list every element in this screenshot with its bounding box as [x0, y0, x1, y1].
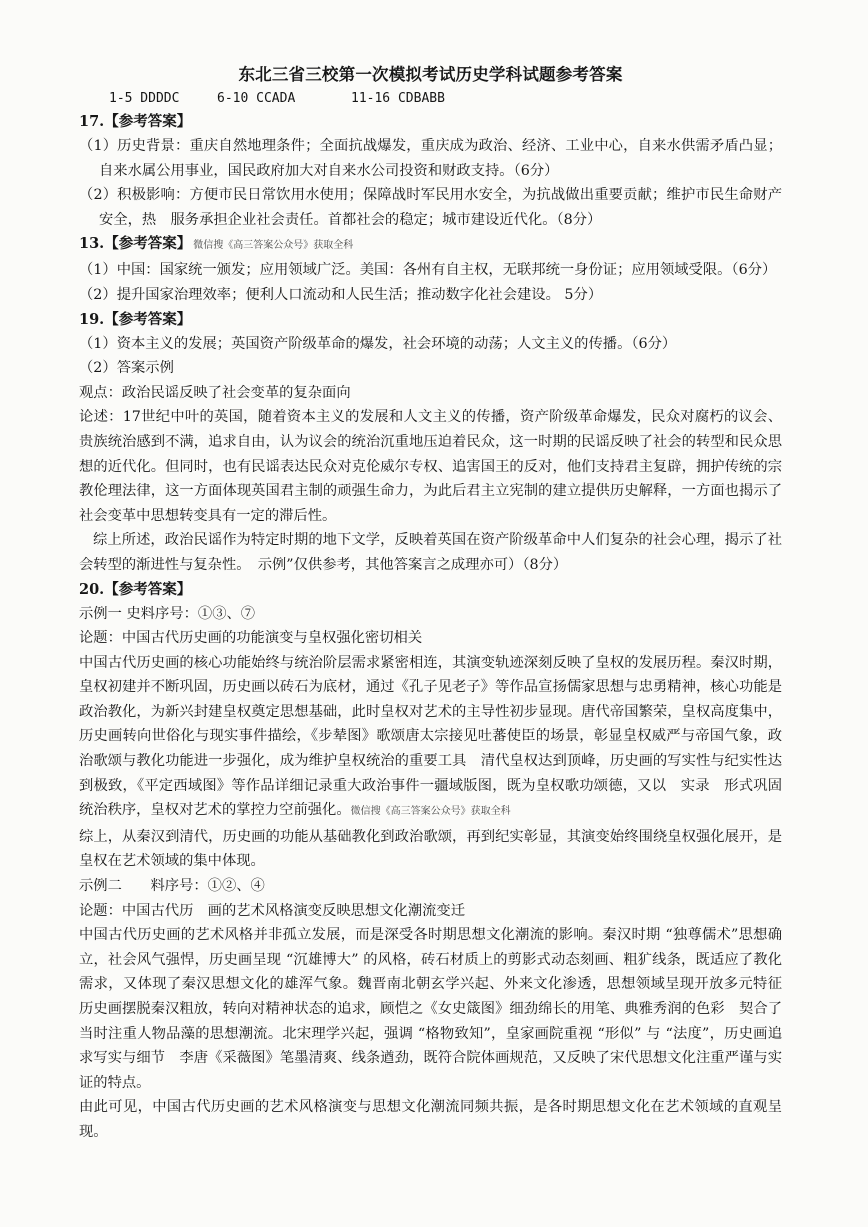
q19-part2: （2）答案示例 — [79, 360, 174, 377]
q20-example1-conclusion: 综上，从秦汉到清代，历史画的功能从基础教化到政治歌颂，再到纪实彰显，其演变始终围绕皇权强化展开，是皇权在艺术领域的集中体现。 — [79, 828, 782, 870]
q20-example2-topic: 论题：中国古代历 画的艺术风格演变反映思想文化潮流变迁 — [79, 902, 466, 919]
q20-example1-body — [79, 651, 782, 825]
choice-group-1-5: 1-5 DDDDC — [109, 91, 180, 106]
q19-argument: 论述：17世纪中叶的英国，随着资本主义的发展和人文主义的传播，资产阶级革命爆发，民众对腐朽的议会、贵族统治感到不满，追求自由，认为议会的统治沉重地压迫着民众，这一时期的民谣反映了社会的转型和民众思想的近代化。但同时，也有民谣表达民众对克伦威尔专权、追害国王的反对，他们支持君主复辟，拥护传统的宗教伦理法律，这一方面体现英国君主制的顽强生命力，为此后君主立宪制的建立提供历史解释，一方面也揭示了社会变革中思想转变具有一定的滞后性。 — [79, 409, 782, 524]
watermark-note-inline: 微信搜《高三答案公众号》获取全科 — [350, 806, 511, 818]
q20-example1-label: 示例一 史料序号：①③、⑦ — [79, 605, 256, 622]
q19-part1: （1）资本主义的发展；英国资产阶级革命的爆发，社会环境的动荡；人文主义的传播。（6分） — [79, 335, 677, 352]
q20-example1-text: 中国古代历史画的核心功能始终与统治阶层需求紧密相连，其演变轨迹深刻反映了皇权的发展历程。秦汉时期，皇权初建并不断巩固，历史画以砖石为底材，通过《孔子见老子》等作品宣扬儒家思想与忠勇精神，核心功能是政治教化，为新兴封建皇权奠定思想基础，此时皇权对艺术的主导性初步显现。唐代帝国繁荣，皇权高度集中，历史画转向世俗化与现实事件描绘，《步辇图》歌颂唐太宗接见吐蕃使臣的场景，彰显皇权威严与帝国气象，政治歌颂与教化功能进一步强化，成为维护皇权统治的重要工具 清代皇权达到顶峰，历史画的写实性与纪实性达到极致，《平定西域图》等作品详细记录重大政治事件一疆域版图，既为皇权歌功颂德，又以 实录 形式巩固统治秩序，皇权对艺术的掌控力空前强化。 — [79, 654, 782, 819]
q18-heading — [79, 232, 782, 258]
q20-example2-conclusion: 由此可见，中国古代历史画的艺术风格演变与思想文化潮流同频共振，是各时期思想文化在艺术领域的直观呈现。 — [79, 1099, 782, 1140]
q17-part1: （1）历史背景：重庆自然地理条件；全面抗战爆发，重庆成为政治、经济、工业中心，自来水供需矛盾凸显；自来水属公用事业，国民政府加大对自来水公司投资和财政支持。（6分） — [79, 138, 782, 179]
q19-heading: 19.【参考答案】 — [79, 310, 192, 328]
q20-heading: 20.【参考答案】 — [79, 580, 192, 598]
q19-viewpoint: 观点：政治民谣反映了社会变革的复杂面向 — [79, 384, 351, 401]
q20-example2-body: 中国古代历史画的艺术风格并非孤立发展，而是深受各时期思想文化潮流的影响。秦汉时期 “独尊儒术”思想确立，社会风气强悍，历史画呈现 “沉雄博大” 的风格，砖石材质上的剪影式动态刻画、粗犷线条，既适应了教化需求，又体现了秦汉思想文化的雄浑气象。魏晋南北朝玄学兴起、外来文化渗透，思想领域呈现开放多元特征 历史画摆脱秦汉粗放，转向对精神状态的追求，顾恺之《女史箴图》细劲绵长的用笔、典雅秀润的色彩 契合了当时注重人物品藻的思想潮流。北宋理学兴起，强调 “格物致知”，皇家画院重视 “形似” 与 “法度”，历史画追求写实与细节 李唐《采薇图》笔墨清爽、线条遒劲，既符合院体画规范，又反映了宋代思想文化注重严谨与实证的特点。 — [79, 927, 797, 1091]
choice-group-11-16: 11-16 CDBABB — [351, 91, 445, 106]
q20-example2-label: 示例二 料序号：①②、④ — [79, 878, 265, 895]
multiple-choice-answers — [79, 88, 782, 110]
q18-part1: （1）中国：国家统一颁发；应用领域广泛。美国：各州有自主权，无联邦统一身份证；应用领域受限。（6分） — [79, 262, 777, 279]
q17-part2: （2）积极影响：方便市民日常饮用水使用；保障战时军民用水安全，为抗战做出重要贡献；维护市民生命财产安全，热 服务承担企业社会责任。首都社会的稳定；城市建设近代化。（8分） — [79, 187, 782, 228]
page-title: 东北三省三校第一次模拟考试历史学科试题参考答案 — [238, 65, 623, 84]
choice-group-6-10: 6-10 CCADA — [217, 91, 296, 106]
watermark-note: 微信搜《高三答案公众号》获取全科 — [193, 240, 354, 252]
q20-example1-topic: 论题：中国古代历史画的功能演变与皇权强化密切相关 — [79, 630, 423, 647]
q17-heading: 17.【参考答案】 — [79, 113, 192, 130]
q19-summary: 综上所述，政治民谣作为特定时期的地下文学，反映着英国在资产阶级革命中人们复杂的社会心理，揭示了社会转型的渐进性与复杂性。 示例”仅供参考，其他答案言之成理亦可）（8分） — [79, 532, 782, 573]
q18-part2: （2）提升国家治理效率；便利人口流动和人民生活；推动数字化社会建设。 5分） — [79, 286, 603, 303]
q18-heading-label: 13.【参考答案】 — [79, 235, 192, 253]
